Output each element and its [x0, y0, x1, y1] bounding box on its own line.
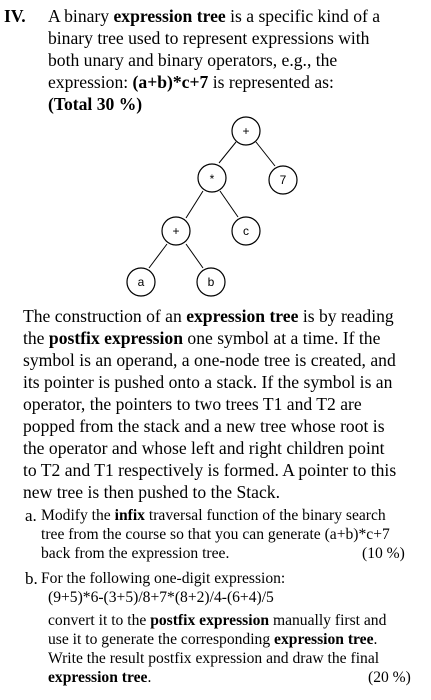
- construction-line-2: the postfix expression one symbol at a time. If the: [23, 328, 381, 348]
- edge-root-seven: [256, 142, 275, 166]
- expression-tree-diagram: [0, 0, 431, 300]
- part-b-label: b.: [25, 569, 38, 588]
- construction-line-1: The construction of an expression tree is by reading: [23, 306, 394, 326]
- intro-line-1: A binary expression tree is a specific kind of a: [48, 6, 381, 26]
- part-b-line-1: For the following one-digit expression:: [41, 570, 286, 587]
- construction-line-6: popped from the stack and a new tree whose root is: [23, 416, 385, 436]
- edge-times-c: [220, 191, 238, 217]
- label-seven: 7: [279, 173, 287, 187]
- question-number-bold: IV.: [4, 6, 26, 26]
- total-marks: (Total 30 %): [48, 94, 143, 114]
- intro-line-4: expression: (a+b)*c+7 is represented as:: [48, 72, 334, 92]
- part-a-marks: (10 %): [362, 545, 405, 562]
- construction-line-4: its pointer is pushed onto a stack. If the symbol is an: [23, 372, 393, 392]
- part-b-line-5: expression tree.: [48, 669, 152, 686]
- label-b: b: [207, 275, 215, 289]
- part-b-marks: (20 %): [368, 669, 411, 686]
- part-a-line-1: Modify the infix traversal function of the binary search: [41, 507, 386, 524]
- label-plus-root: +: [242, 124, 250, 138]
- edge-times-plus: [186, 191, 203, 218]
- part-b-line-3: use it to generate the corresponding expression tree.: [48, 631, 378, 648]
- label-times: *: [209, 172, 215, 186]
- construction-line-7: the operator and whose left and right children point: [23, 438, 385, 458]
- part-a-line-2: tree from the course so that you can generate (a+b)*c+7: [41, 526, 390, 543]
- construction-line-8: to T2 and T1 respectively is formed. A pointer to this: [23, 460, 397, 480]
- edge-root-times: [219, 142, 236, 163]
- part-a-label: a.: [25, 506, 37, 525]
- edge-plus-a: [149, 244, 167, 268]
- label-c: c: [243, 224, 249, 238]
- part-b-line-4: Write the result postfix expression and draw the final: [48, 650, 380, 667]
- part-b-line-2: convert it to the postfix expression manually first and: [48, 612, 387, 629]
- construction-line-3: symbol is an operand, a one-node tree is created, and: [23, 350, 396, 370]
- label-plus-inner: +: [172, 224, 180, 238]
- construction-line-5: operator, the pointers to two trees T1 and T2 are: [23, 394, 362, 414]
- part-b-expression: (9+5)*6-(3+5)/8+7*(8+2)/4-(6+4)/5: [48, 589, 274, 606]
- label-a: a: [137, 275, 145, 289]
- intro-line-2: binary tree used to represent expressions with: [48, 28, 370, 48]
- intro-line-3: both unary and binary operators, e.g., the: [48, 50, 338, 70]
- edge-plus-b: [186, 244, 203, 268]
- construction-line-9: new tree is then pushed to the Stack.: [23, 482, 280, 502]
- part-a-line-3: back from the expression tree.: [41, 545, 230, 562]
